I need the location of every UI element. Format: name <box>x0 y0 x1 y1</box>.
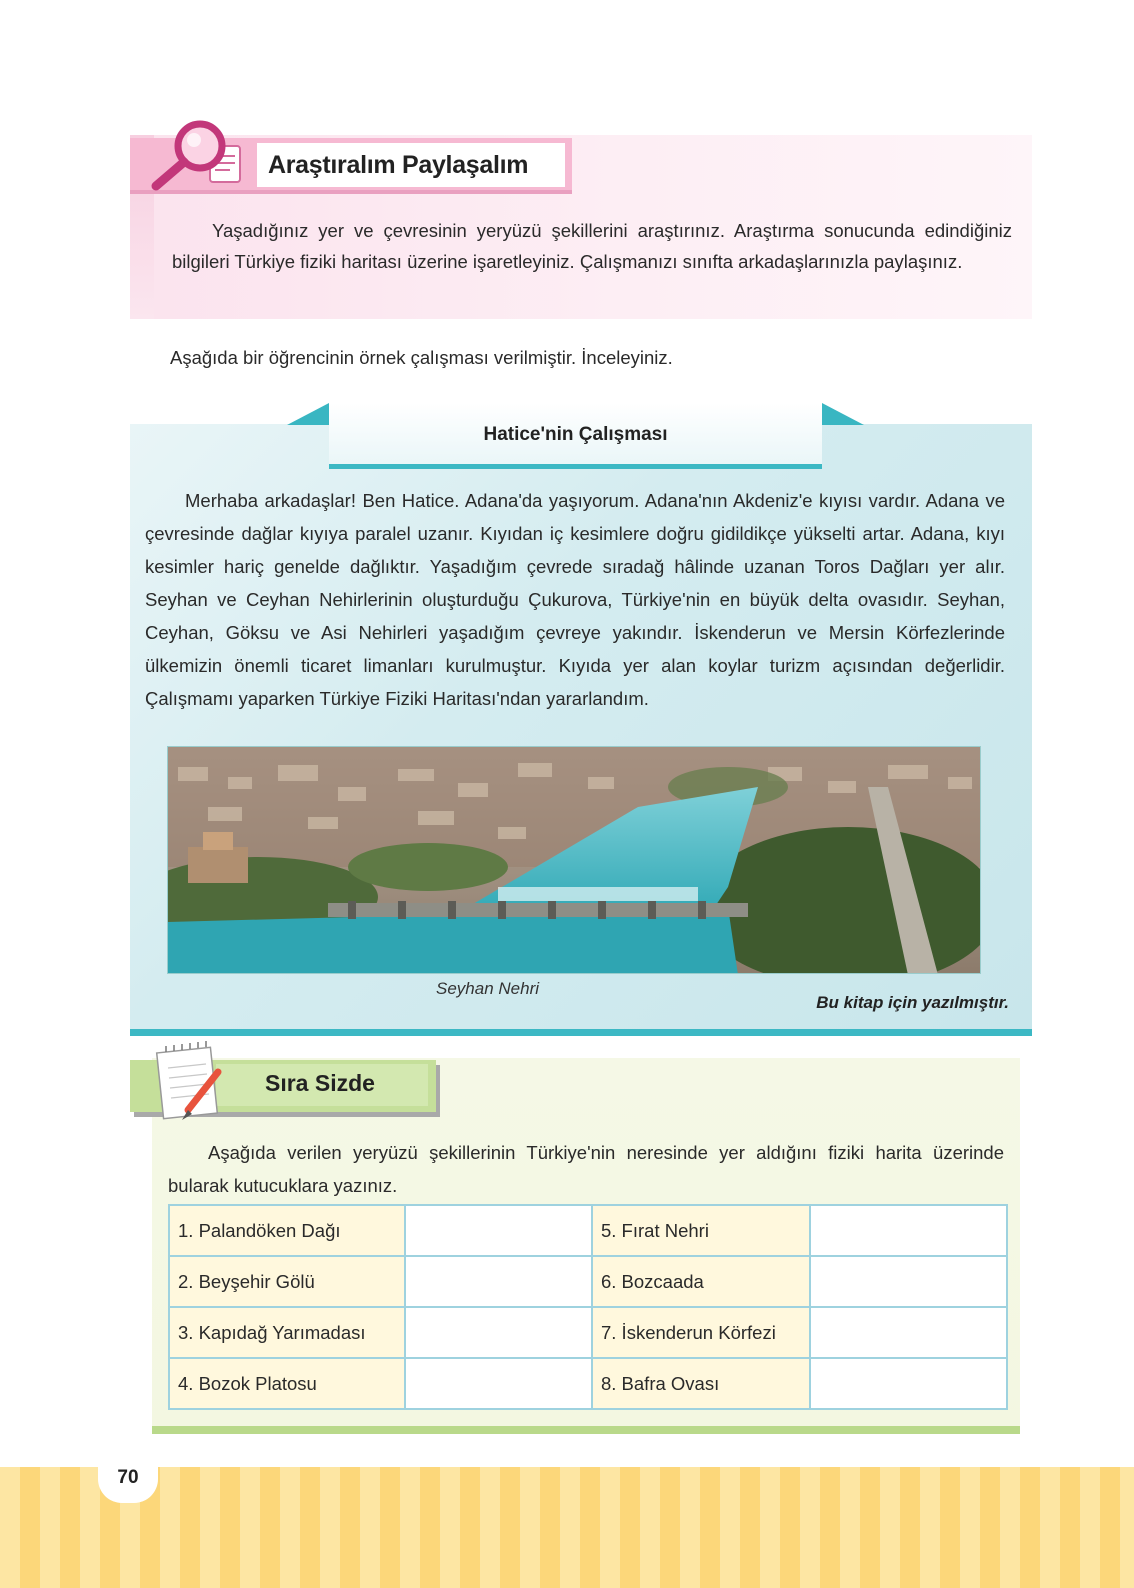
answer-box[interactable] <box>405 1205 592 1256</box>
landform-answer-table <box>168 1204 1008 1410</box>
landform-label: 6. Bozcaada <box>592 1256 810 1307</box>
river-photo-illustration <box>168 747 981 974</box>
research-instructions: Yaşadığınız yer ve çevresinin yeryüzü şekillerini araştırınız. Araştırma sonucunda edindiğiniz bilgileri Türkiye fiziki haritası üzerine işaretleyiniz. Çalışmanızı sınıfta arkadaşlarınızla paylaşınız. <box>172 220 1012 272</box>
turn-instructions: Aşağıda verilen yeryüzü şekillerinin Türkiye'nin neresinde yer aldığını fiziki harita üzerinde bularak kutucuklara yazınız. <box>168 1142 1004 1196</box>
intro-text: Aşağıda bir öğrencinin örnek çalışması verilmiştir. İnceleyiniz. <box>170 347 673 368</box>
footer-stripes <box>0 1467 1134 1588</box>
answer-box[interactable] <box>405 1358 592 1409</box>
seyhan-river-photo <box>167 746 981 974</box>
answer-box[interactable] <box>405 1307 592 1358</box>
turn-title: Sıra Sizde <box>265 1070 375 1096</box>
landform-label: 1. Palandöken Dağı <box>169 1205 405 1256</box>
research-title: Araştıralım Paylaşalım <box>268 151 529 179</box>
study-bottom-line <box>130 1029 1032 1036</box>
table-row <box>169 1358 1007 1409</box>
notepad-pencil-icon <box>152 1040 228 1124</box>
landform-label: 5. Fırat Nehri <box>592 1205 810 1256</box>
landform-label: 4. Bozok Platosu <box>169 1358 405 1409</box>
table-row <box>169 1205 1007 1256</box>
photo-caption: Seyhan Nehri <box>436 979 540 998</box>
answer-box[interactable] <box>405 1256 592 1307</box>
study-text: Merhaba arkadaşlar! Ben Hatice. Adana'da yaşıyorum. Adana'nın Akdeniz'e kıyısı vardır. Adana ve çevresinde dağlar kıyıya paralel uzanır. Kıyıdan iç kesimlere doğru gidildikçe yükselti artar. Adana, kıyı kesimler hariç genelde dağlıktır. Yaşadığım çevrede sıradağ hâlinde uzanan Toros Dağları yer alır. Seyhan ve Ceyhan Nehirlerinin oluşturduğu Çukurova, Türkiye'nin en büyük delta ovasıdır. Seyhan, Ceyhan, Göksu ve Asi Nehirleri yaşadığım çevreye yakındır. İskenderun ve Mersin Körfezlerinde ülkemizin önemli ticaret limanları kurulmuştur. Kıyıda yer alan koylar turizm açısından değerlidir. Çalışmamı yaparken Türkiye Fiziki Haritası'ndan yararlandım. <box>145 490 1005 709</box>
landform-label: 3. Kapıdağ Yarımadası <box>169 1307 405 1358</box>
magnifier-icon <box>148 118 248 200</box>
answer-box[interactable] <box>810 1256 1007 1307</box>
landform-label: 7. İskenderun Körfezi <box>592 1307 810 1358</box>
turn-bottom-line <box>152 1426 1020 1434</box>
answer-box[interactable] <box>810 1205 1007 1256</box>
study-title: Hatice'nin Çalışması <box>483 424 668 445</box>
answer-box[interactable] <box>810 1307 1007 1358</box>
page-number: 70 <box>117 1467 139 1488</box>
landform-label: 8. Bafra Ovası <box>592 1358 810 1409</box>
landform-label: 2. Beyşehir Gölü <box>169 1256 405 1307</box>
credit-note: Bu kitap için yazılmıştır. <box>816 993 1009 1012</box>
table-row <box>169 1256 1007 1307</box>
study-tab-left <box>287 403 329 425</box>
table-row <box>169 1307 1007 1358</box>
study-tab-right <box>822 403 864 425</box>
answer-box[interactable] <box>810 1358 1007 1409</box>
